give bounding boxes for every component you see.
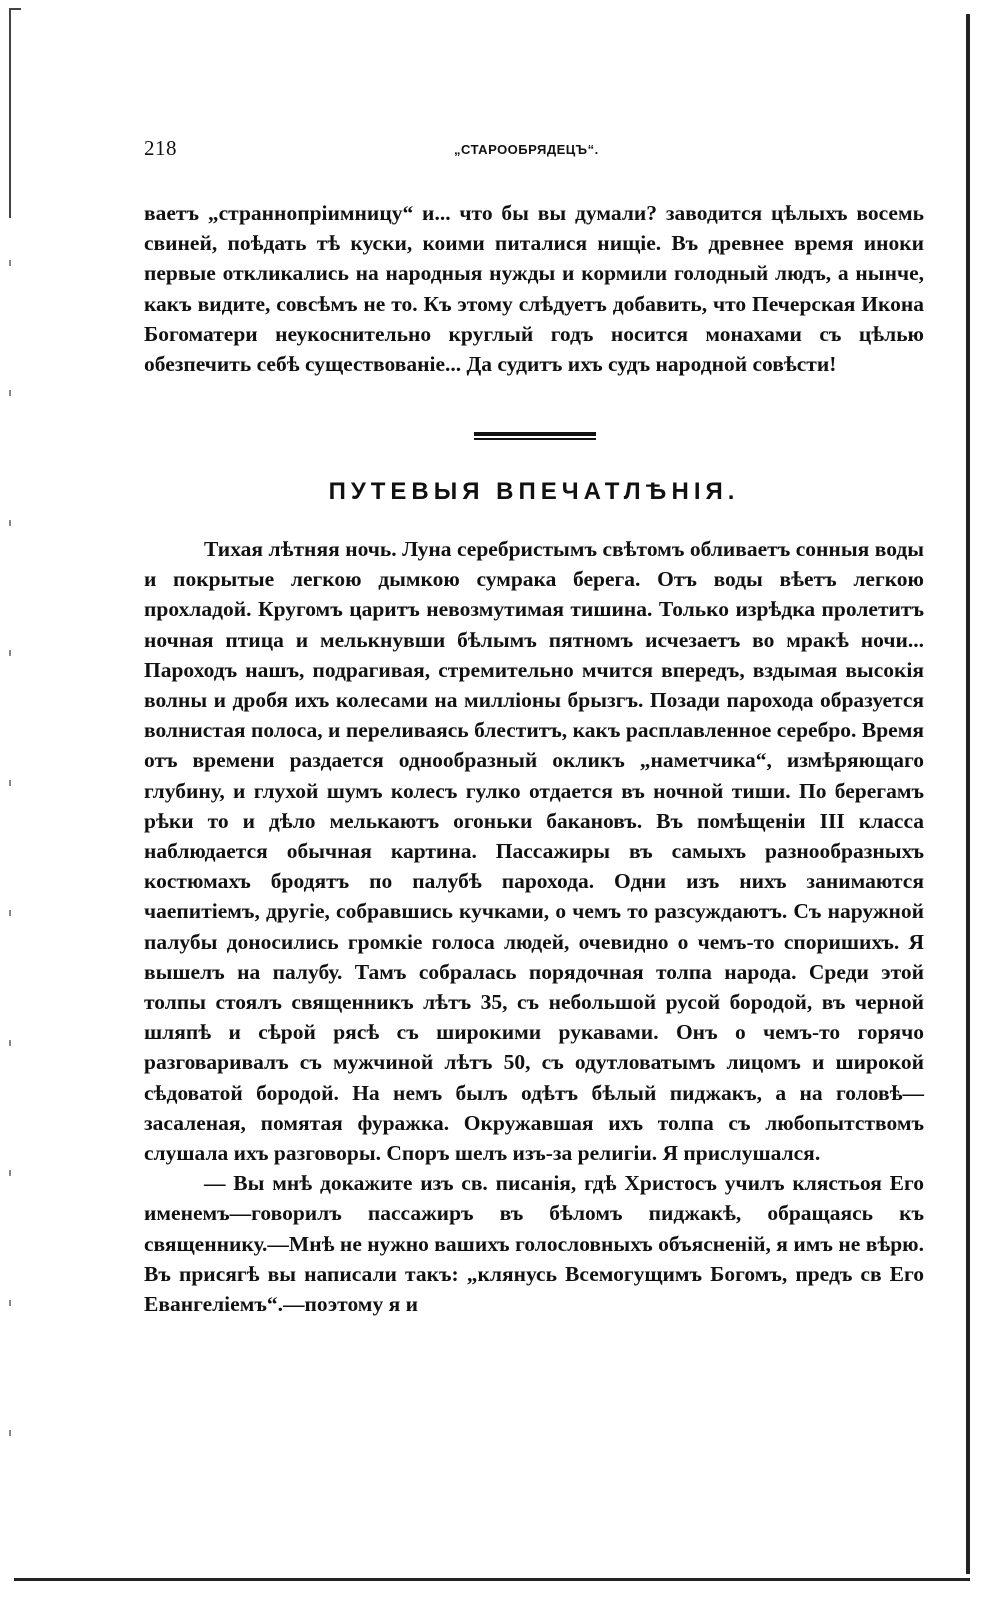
scan-edge-right	[966, 14, 970, 1574]
scan-specks-left	[9, 260, 11, 1510]
paragraph: — Вы мнѣ докажите изъ св. писанія, гдѣ Христосъ училъ клястьоя Его именемъ—говорилъ пассажиръ въ бѣломъ пиджакѣ, обращаясь къ священнику.—Мнѣ не нужно вашихъ голословныхъ объясненій, я имъ не вѣрю. Въ присягѣ вы написали такъ: „клянусь Всемогущимъ Богомъ, предъ св Его Евангеліемъ“.—поэтому я и	[144, 1171, 924, 1317]
scan-edge-bottom	[14, 1578, 970, 1581]
intro-text	[144, 198, 924, 379]
paragraph: Тихая лѣтняя ночь. Луна серебристымъ свѣтомъ обливаетъ сонныя воды и покрытые легкою дымкою сумрака берега. Отъ воды вѣетъ легкою прохладой. Кругомъ царитъ невозмутимая тишина. Только изрѣдка пролетитъ ночная птица и мелькнувши бѣлымъ пятномъ исчезаетъ во мракѣ ночи... Пароходъ нашъ, подрагивая, стремительно мчится впередъ, вздымая высокія волны и дробя ихъ колесами на милліоны брызгъ. Позади парохода образуется волнистая полоса, и переливаясь блеститъ, какъ расплавленное серебро. Время отъ времени раздается однообразный окликъ „наметчика“, измѣряющаго глубину, и глухой шумъ колесъ гулко отдается въ ночной тиши. По берегамъ рѣки то и дѣло мелькаютъ огоньки бакановъ. Въ помѣщеніи III класса наблюдается обычная картина. Пассажиры въ самыхъ разнообразныхъ костюмахъ бродятъ по палубѣ парохода. Одни изъ нихъ занимаются чаепитіемъ, другіе, собравшись кучками, о чемъ то разсуждаютъ. Съ наружной палубы доносились громкіе голоса людей, очевидно о чемъ-то споришихъ. Я вышелъ на палубу. Тамъ собралась порядочная толпа народа. Среди этой толпы стоялъ священникъ лѣтъ 35, съ небольшой русой бородой, въ черной шляпѣ и сѣрой рясѣ съ широкими рукавами. Онъ о чемъ-то горячо разговаривалъ съ мужчиной лѣтъ 50, съ одутловатымъ лицомъ и широкой сѣдоватой бородой. На немъ былъ одѣтъ бѣлый пиджакъ, а на головѣ—засаленая, помятая фуражка. Окружавшая ихъ толпа съ любопытствомъ слушала ихъ разговоры. Споръ шелъ изъ-за религіи. Я прислушался.	[144, 537, 924, 1166]
page-number: 218	[144, 136, 177, 160]
scan-edge-left	[9, 8, 11, 218]
running-title: „СТАРООБРЯДЕЦЪ“.	[454, 142, 599, 157]
page-header	[144, 132, 924, 164]
section-divider	[474, 432, 596, 440]
section-title: ПУТЕВЫЯ ВПЕЧАТЛѢНІЯ.	[328, 478, 740, 505]
paragraph: ваетъ „страннопріимницу“ и... что бы вы думали? заводится цѣлыхъ восемь свиней, поѣдать тѣ куски, коими питалися нищіе. Въ древнее время иноки первые откликались на народныя нужды и кормили голодный людъ, а нынче, какъ видите, совсѣмъ не то. Къ этому слѣдуетъ добавить, что Печерская Икона Богоматери неукоснительно круглый годъ носится монахами съ цѣлью обезпечить себѣ существованіе... Да судитъ ихъ судъ народной совѣсти!	[144, 201, 924, 377]
section-text	[144, 534, 924, 1319]
